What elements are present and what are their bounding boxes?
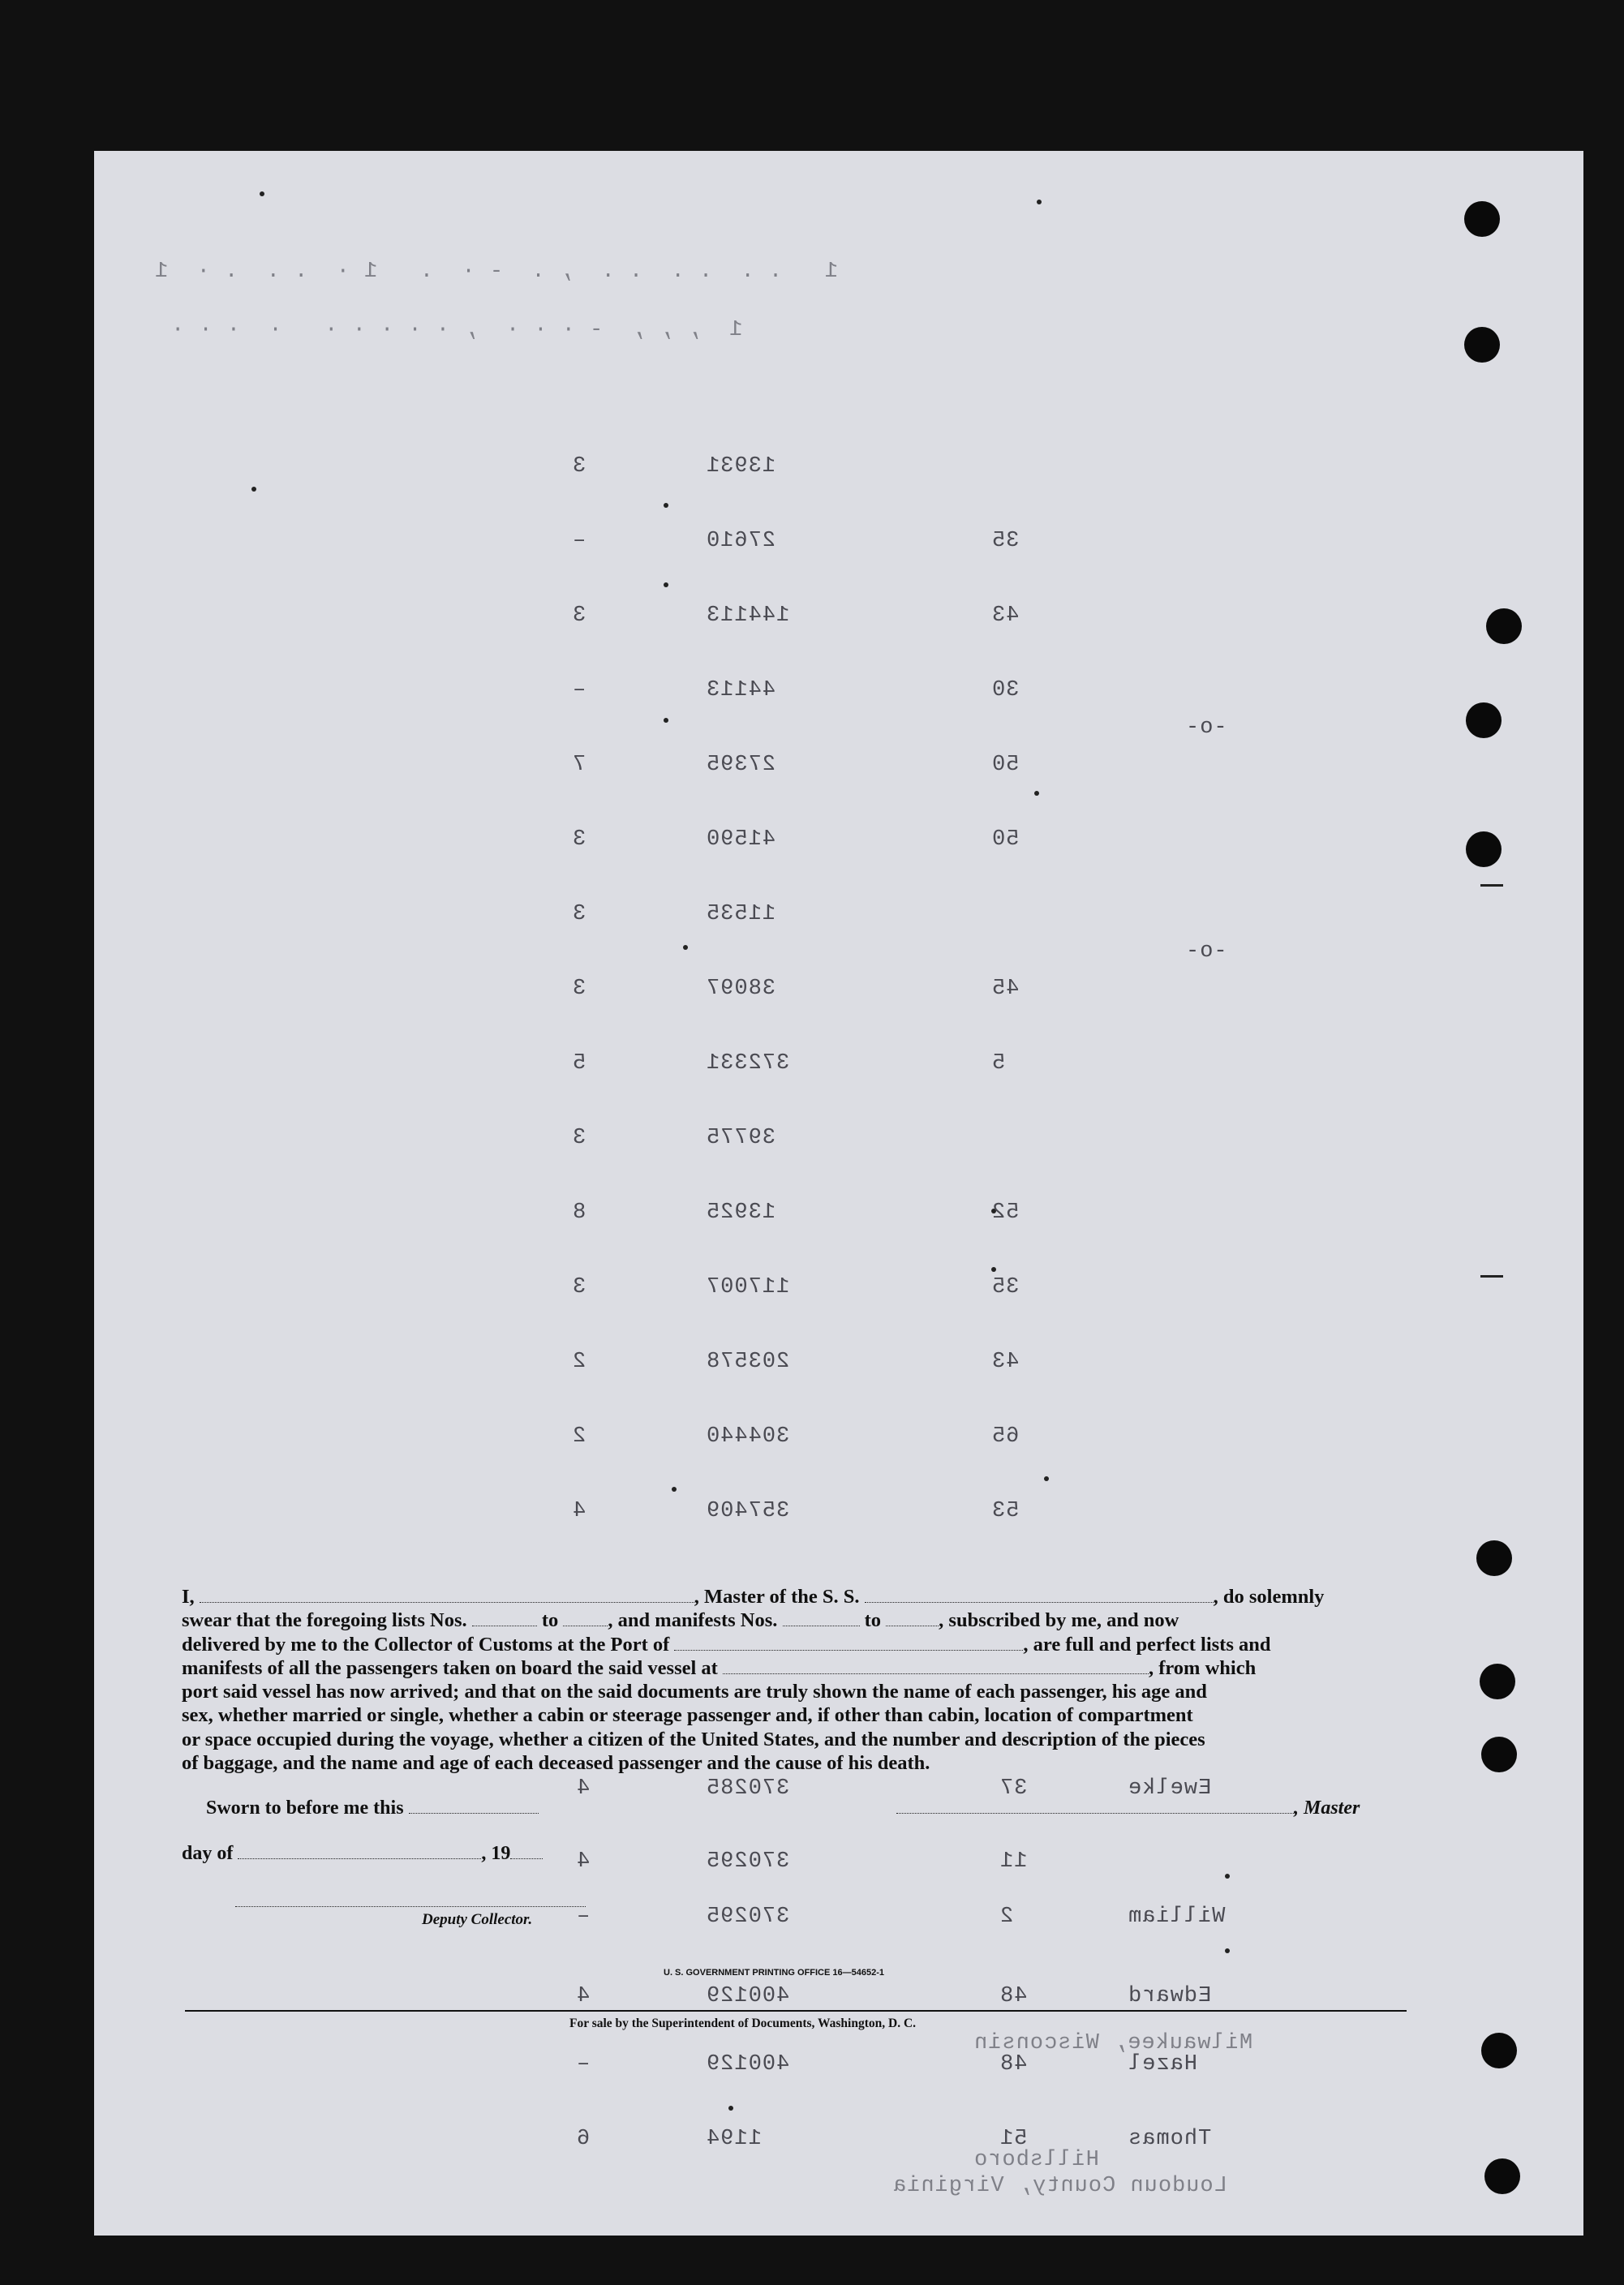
bleed-col-b: 41590 bbox=[706, 827, 776, 852]
bleed-note: Milwaukee, Wisconsin bbox=[973, 2031, 1253, 2055]
bleed-col-b: 13931 bbox=[706, 454, 776, 479]
oath-line-8: of baggage, and the name and age of each deceased passenger and the cause of his death. bbox=[182, 1752, 930, 1775]
bleed-name: Hazel bbox=[1128, 2052, 1198, 2077]
bleed-note: Loudoun County, Virginia bbox=[892, 2174, 1227, 2198]
master-label: , Master bbox=[1294, 1798, 1360, 1819]
year-label: , 19 bbox=[481, 1843, 511, 1864]
oath-to-label: to bbox=[864, 1609, 882, 1632]
bleed-col-b: 1194 bbox=[706, 2127, 762, 2151]
bleed-dash: -o- bbox=[1186, 939, 1228, 964]
bleed-col-b: 39775 bbox=[706, 1126, 776, 1150]
bleed-col-b: 38097 bbox=[706, 977, 776, 1001]
ink-speck bbox=[664, 582, 668, 587]
bleed-col-a: 3 bbox=[572, 1275, 586, 1299]
bleed-col-c: 48 bbox=[999, 2052, 1028, 2077]
oath-line-4 bbox=[182, 1656, 1407, 1680]
bleed-name: William bbox=[1128, 1905, 1226, 1929]
bleed-col-b: 203578 bbox=[706, 1350, 790, 1374]
bleed-col-b: 357409 bbox=[706, 1499, 790, 1523]
sworn-date-field[interactable] bbox=[409, 1813, 539, 1814]
bleed-col-b: 400129 bbox=[706, 2052, 790, 2077]
bleed-col-a: – bbox=[576, 2052, 591, 2077]
day-of-field[interactable] bbox=[238, 1858, 481, 1859]
bleed-col-c: 51 bbox=[999, 2127, 1028, 2151]
oath-line-2 bbox=[182, 1609, 1407, 1632]
bleed-note: Hillsboro bbox=[973, 2148, 1099, 2172]
master-signature-line bbox=[896, 1798, 1360, 1819]
master-signature-field[interactable] bbox=[896, 1813, 1294, 1814]
bleed-col-a: 3 bbox=[572, 827, 586, 852]
bleed-col-a: 3 bbox=[572, 977, 586, 1001]
oath-port-label: delivered by me to the Collector of Customs at the Port of bbox=[182, 1633, 670, 1656]
sworn-label: Sworn to before me this bbox=[206, 1798, 404, 1819]
bleed-col-b: 372331 bbox=[706, 1051, 790, 1076]
bleed-col-c: 50 bbox=[991, 753, 1020, 777]
ink-speck bbox=[728, 2106, 733, 2111]
master-name-field[interactable] bbox=[200, 1602, 694, 1603]
oath-do-solemnly: , do solemnly bbox=[1213, 1586, 1325, 1608]
bleed-col-a: – bbox=[572, 529, 586, 553]
bleed-col-a: 5 bbox=[572, 1051, 586, 1076]
punch-hole bbox=[1481, 1737, 1517, 1772]
ink-speck bbox=[683, 945, 688, 950]
oath-to-label: to bbox=[541, 1609, 559, 1632]
deputy-collector-label: Deputy Collector. bbox=[422, 1911, 533, 1928]
bleed-col-b: 117007 bbox=[706, 1275, 790, 1299]
bleed-col-c: 65 bbox=[991, 1424, 1020, 1449]
bleed-col-c: 35 bbox=[991, 529, 1020, 553]
bleed-dash: -o- bbox=[1186, 715, 1228, 740]
bleed-name: Thomas bbox=[1128, 2127, 1212, 2151]
punch-hole bbox=[1480, 1664, 1515, 1699]
bleed-col-c: 37 bbox=[999, 1776, 1028, 1801]
bleed-col-b: 370295 bbox=[706, 1849, 790, 1874]
punch-hole bbox=[1464, 327, 1500, 363]
day-of-label: day of bbox=[182, 1843, 234, 1864]
bleed-col-b: 27395 bbox=[706, 753, 776, 777]
ink-speck bbox=[1225, 1874, 1230, 1879]
ink-speck bbox=[1480, 1275, 1503, 1278]
ink-speck bbox=[251, 487, 256, 492]
oath-lists-label: swear that the foregoing lists Nos. bbox=[182, 1609, 467, 1632]
ink-speck bbox=[1044, 1476, 1049, 1481]
oath-perfect-lists: , are full and perfect lists and bbox=[1023, 1633, 1271, 1656]
printing-office-line: U. S. GOVERNMENT PRINTING OFFICE 16—54652-1 bbox=[664, 1968, 885, 1978]
bleed-col-c: 11 bbox=[999, 1849, 1028, 1874]
bleed-col-a: 3 bbox=[572, 454, 586, 479]
sworn-line bbox=[206, 1798, 539, 1819]
oath-line-5: port said vessel has now arrived; and that on the said documents are truly shown the name of each passenger, his age and bbox=[182, 1681, 1207, 1703]
oath-i-label: I, bbox=[182, 1586, 195, 1608]
bleed-col-a: 3 bbox=[572, 1126, 586, 1150]
bleed-col-c: 5 bbox=[991, 1051, 1006, 1076]
bleed-col-b: 44113 bbox=[706, 678, 776, 702]
ink-speck bbox=[991, 1267, 996, 1272]
bleed-header: 1 . . . . . . , . - · . 1 · . . . · 1 bbox=[154, 260, 838, 284]
bleed-col-c: 53 bbox=[991, 1499, 1020, 1523]
bleed-col-b: 27610 bbox=[706, 529, 776, 553]
punch-hole bbox=[1464, 201, 1500, 237]
bleed-col-c: 45 bbox=[991, 977, 1020, 1001]
ink-speck bbox=[260, 191, 264, 196]
ink-speck bbox=[664, 718, 668, 723]
bleed-col-a: 7 bbox=[572, 753, 586, 777]
bleed-col-c: 35 bbox=[991, 1275, 1020, 1299]
punch-hole bbox=[1476, 1540, 1512, 1576]
sale-notice: For sale by the Superintendent of Documents, Washington, D. C. bbox=[569, 2017, 917, 2030]
punch-hole bbox=[1481, 2033, 1517, 2068]
bleed-col-a: 3 bbox=[572, 603, 586, 628]
oath-line-6: sex, whether married or single, whether a cabin or steerage passenger and, if other than cabin, location of compartment bbox=[182, 1704, 1193, 1727]
bleed-name: Edward bbox=[1128, 1984, 1212, 2008]
oath-from-which: , from which bbox=[1148, 1656, 1257, 1679]
punch-hole bbox=[1466, 831, 1502, 867]
day-of-line bbox=[182, 1843, 543, 1865]
bleed-col-c: 52 bbox=[991, 1200, 1020, 1225]
bleed-col-b: 400129 bbox=[706, 1984, 790, 2008]
bleed-col-a: 4 bbox=[576, 1849, 591, 1874]
bleed-col-a: – bbox=[576, 1905, 591, 1929]
punch-hole bbox=[1484, 2158, 1520, 2194]
bleed-col-c: 30 bbox=[991, 678, 1020, 702]
bleed-col-b: 144113 bbox=[706, 603, 790, 628]
departure-port-field[interactable] bbox=[723, 1673, 1149, 1674]
oath-vessel-at-label: manifests of all the passengers taken on board the said vessel at bbox=[182, 1656, 718, 1679]
oath-block bbox=[182, 1585, 1407, 1775]
oath-master-of: , Master of the S. S. bbox=[694, 1586, 860, 1608]
bleed-col-b: 370295 bbox=[706, 1905, 790, 1929]
oath-subscribed: , subscribed by me, and now bbox=[939, 1609, 1179, 1632]
ink-speck bbox=[1037, 200, 1042, 204]
bleed-col-c: 2 bbox=[999, 1905, 1014, 1929]
oath-line-1 bbox=[182, 1585, 1407, 1609]
ink-speck bbox=[1480, 884, 1503, 887]
bleed-col-b: 13925 bbox=[706, 1200, 776, 1225]
vessel-name-field[interactable] bbox=[865, 1602, 1214, 1603]
bleed-col-c: 43 bbox=[991, 603, 1020, 628]
bleed-col-a: 3 bbox=[572, 902, 586, 926]
bleed-name: Ewelke bbox=[1128, 1776, 1212, 1801]
bleed-col-b: 304440 bbox=[706, 1424, 790, 1449]
bleed-col-a: 2 bbox=[572, 1350, 586, 1374]
manifest-page bbox=[94, 151, 1583, 2236]
ink-speck bbox=[1034, 791, 1039, 796]
bleed-col-a: 4 bbox=[576, 1776, 591, 1801]
bleed-col-a: 6 bbox=[576, 2127, 591, 2151]
ink-speck bbox=[1225, 1948, 1230, 1953]
bleed-col-c: 50 bbox=[991, 827, 1020, 852]
ink-speck bbox=[664, 503, 668, 508]
bleed-col-b: 11535 bbox=[706, 902, 776, 926]
bleed-col-c: 43 bbox=[991, 1350, 1020, 1374]
year-field[interactable] bbox=[510, 1858, 543, 1859]
bleed-col-a: 8 bbox=[572, 1200, 586, 1225]
bleed-col-b: 370285 bbox=[706, 1776, 790, 1801]
bleed-col-a: 2 bbox=[572, 1424, 586, 1449]
footer-rule bbox=[185, 2010, 1407, 2012]
bleed-col-a: 4 bbox=[576, 1984, 591, 2008]
bleed-header: 1 , , , - · · · , · · · · · · · · · bbox=[170, 318, 743, 342]
bleed-col-a: – bbox=[572, 678, 586, 702]
ink-speck bbox=[672, 1487, 677, 1492]
bleed-col-a: 4 bbox=[572, 1499, 586, 1523]
punch-hole bbox=[1466, 702, 1502, 738]
port-field[interactable] bbox=[674, 1650, 1023, 1651]
oath-line-3 bbox=[182, 1633, 1407, 1656]
oath-manifests-label: , and manifests Nos. bbox=[608, 1609, 778, 1632]
oath-line-7: or space occupied during the voyage, whether a citizen of the United States, and the number and description of the pieces bbox=[182, 1728, 1205, 1750]
bleed-col-c: 48 bbox=[999, 1984, 1028, 2008]
deputy-signature-line bbox=[235, 1906, 586, 1907]
punch-hole bbox=[1486, 608, 1522, 644]
